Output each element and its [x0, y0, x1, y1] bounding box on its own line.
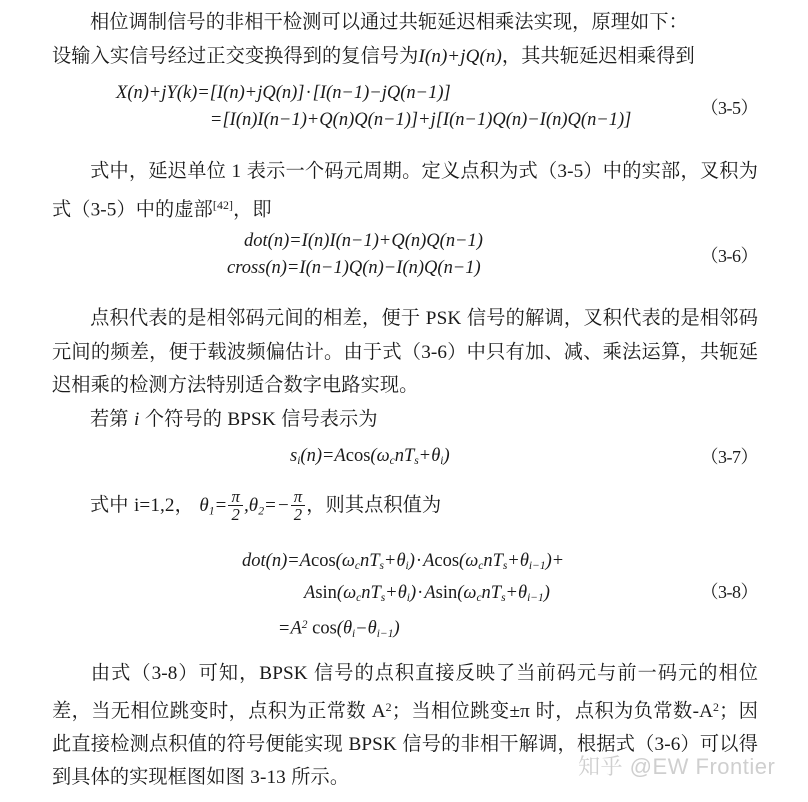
conclusion-part-c: ；因此直接检测点积值的符号便能实现 BPSK 信号的非相干解调，根据式（3-6）可以得到具体的实现框图如图 3-13 所示。 [52, 700, 759, 789]
bpsk-lead-pre: 若第 [90, 409, 129, 430]
fraction-pi-over-2-b: $\frac{\pi}{2}$ [291, 488, 305, 524]
equation-3-5-rows [52, 80, 758, 134]
sym-n2: n [485, 45, 496, 67]
watermark-handle: @EW Frontier [629, 754, 776, 779]
dot-cross-text: 点积代表的是相邻码元间的相差，便于 PSK 信号的解调，叉积代表的是相邻码元间的频差，便于载波频偏估计。由于式（3-6）中只有加、减、乘法运算，共轭延迟相乘的检测方法特别适合数字电路实现。 [52, 308, 758, 396]
paragraph-definition [52, 155, 758, 227]
citation-42: [42] [212, 197, 234, 212]
equation-3-7 [52, 443, 758, 475]
equation-3-8-rows [52, 548, 758, 648]
intro-line-1: 相位调制信号的非相干检测可以通过共轭延迟相乘法实现，原理如下： [90, 12, 688, 33]
bpsk-lead-post: 个符号的 BPSK 信号表示为 [144, 409, 378, 430]
definition-tail: ，即 [233, 199, 272, 221]
equation-3-7-line-1: $s_i(n)=Acos(\omega_cnT_s+\theta_i)$ [290, 446, 450, 468]
theta-post-text: ，则其点积值为 [306, 495, 442, 516]
equation-3-8-line-1: $dot(n)=Acos(\omega_cnT_s+\theta_i)\cdot Acos(\omega_cnT_s+\theta_{i-1})+$ [242, 551, 564, 573]
intro-line-2-pre: 设输入实信号经过正交变换得到的复信号为 [52, 45, 419, 67]
sym-Q: Q [465, 45, 480, 67]
conclusion-part-b: ；当相位跳变±π 时，点积为负常数-A [391, 700, 714, 722]
watermark-zhihu-logo-text: 知乎 [578, 755, 624, 780]
equation-3-5-line-1: X(n)+jY(k)=[I(n)+jQ(n)]·[I(n−1)−jQ(n−1)] [116, 83, 451, 103]
equation-3-8-number: （3-8） [700, 582, 758, 602]
sym-j: j [460, 45, 466, 67]
inline-complex-signal: I(n)+jQ(n) [418, 45, 502, 67]
paragraph-theta-values [52, 487, 758, 525]
paragraph-intro [52, 6, 758, 73]
superscript-a-squared-2: 2 [713, 699, 720, 714]
theta-2-expression: $,\theta_2=$ − $\frac{\pi}{2}$ [244, 495, 306, 516]
paragraph-bpsk-lead [52, 403, 758, 437]
intro-line-2-tail: ，其共轭延迟相乘得到 [501, 45, 695, 67]
definition-text: 式中，延迟单位 1 表示一个码元周期。定义点积为式（3-5）中的实部，叉积为式（3-5）中的虚部 [52, 161, 758, 221]
fraction-pi-over-2-a: $\frac{\pi}{2}$ [228, 488, 242, 524]
equation-3-5 [52, 80, 758, 134]
equation-3-8-line-3: $=A^2$ $\cos(\theta_i-\theta_{i-1})$ [279, 619, 400, 641]
equation-3-5-number: （3-5） [700, 98, 758, 118]
paragraph-dot-cross-meaning [52, 302, 758, 403]
equation-3-6-line-2: cross(n)=I(n−1)Q(n)−I(n)Q(n−1) [227, 258, 481, 278]
equation-3-7-number: （3-7） [700, 447, 758, 467]
bpsk-symbol-index: i [133, 409, 140, 430]
equation-3-8 [52, 548, 758, 648]
equation-3-6 [52, 228, 758, 282]
zhihu-watermark [578, 750, 775, 781]
equation-3-6-number: （3-6） [700, 246, 758, 266]
equation-3-7-rows [52, 443, 758, 475]
superscript-a-squared-1: 2 [385, 699, 392, 714]
equation-3-8-line-2: $Asin(\omega_cnT_s+\theta_i)\cdot Asin(\omega_cnT_s+\theta_{i-1})$ [304, 583, 550, 605]
equation-3-6-line-1: dot(n)=I(n)I(n−1)+Q(n)Q(n−1) [244, 231, 483, 251]
theta-1-expression: $\theta_1=$ $\frac{\pi}{2}$ [199, 495, 244, 516]
equation-3-5-line-2: =[I(n)I(n−1)+Q(n)Q(n−1)]+j[I(n−1)Q(n)−I(n)Q(n−1)] [211, 110, 632, 130]
sym-n: n [431, 45, 441, 67]
conclusion-part-a: 由式（3-8）可知，BPSK 信号的点积直接反映了当前码元与前一码元的相位差，当无相位跳变时，点积为正常数 A [52, 663, 758, 722]
sym-I: I [418, 45, 425, 67]
equation-3-6-rows [52, 228, 758, 282]
theta-pre-text: 式中 i=1,2， [90, 495, 194, 516]
